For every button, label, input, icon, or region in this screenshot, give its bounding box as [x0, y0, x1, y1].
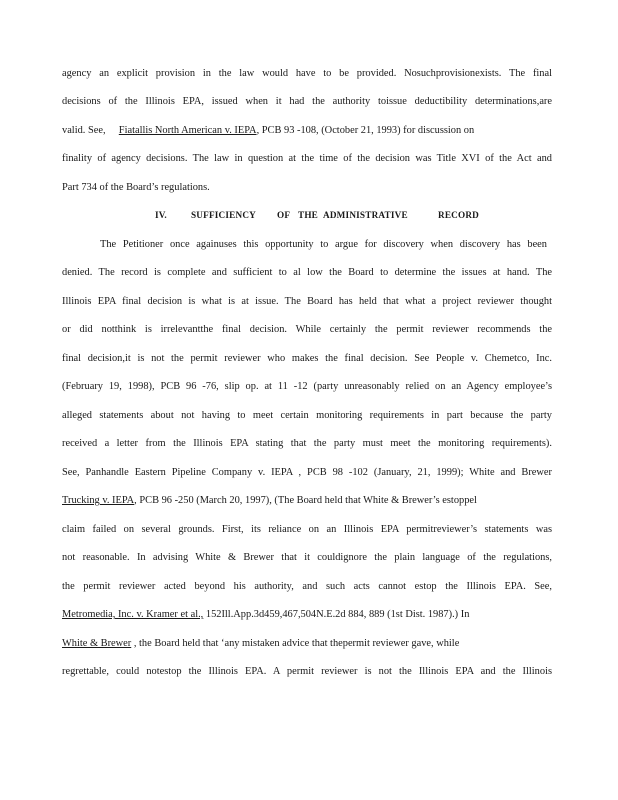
case-citation: Metromedia, Inc. v. Kramer et al., [62, 609, 204, 620]
heading-word: SUFFICIENCY [191, 210, 256, 220]
text-fragment: , the Board held that ‘any mistaken advice that thepermit reviewer gave, while [131, 638, 460, 649]
text-line: The Petitioner once againuses this opportunity to argue for discovery when discovery has been [100, 239, 547, 250]
text-line: the permit reviewer acted beyond his authority, and such acts cannot estop the Illinois EPA. See, [62, 581, 552, 592]
text-line [62, 637, 552, 651]
section-heading [62, 210, 552, 224]
text-line: not reasonable. In advising White & Brewer that it couldignore the plain language of the regulations, [62, 552, 552, 563]
text-line: See, Panhandle Eastern Pipeline Company v. IEPA , PCB 98 -102 (January, 21, 1999); White and Brewer [62, 467, 552, 478]
text-line: (February 19, 1998), PCB 96 -76, slip op. at 11 -12 (party unreasonably relied on an Agency employee’s [62, 381, 552, 392]
heading-word: ADMINISTRATIVE [323, 210, 408, 220]
text-line: alleged statements about not having to meet certain monitoring requirements in part because the party [62, 410, 552, 421]
text-fragment: , PCB 93 -108, (October 21, 1993) for discussion on [256, 125, 475, 136]
text-fragment: 152Ill.App.3d459,467,504N.E.2d 884, 889 (1st Dist. 1987).) In [203, 609, 470, 620]
text-line: agency an explicit provision in the law would have to be provided. Nosuchprovisionexists. The final [62, 68, 552, 79]
text-line: final decision,it is not the permit reviewer who makes the final decision. See People v. Chemetco, Inc. [62, 353, 552, 364]
text-line: regrettable, could notestop the Illinois EPA. A permit reviewer is not the Illinois EPA and the Illinois [62, 666, 552, 677]
case-citation: Fiatallis North American v. IEPA [118, 125, 257, 136]
text-line: received a letter from the Illinois EPA stating that the party must meet the monitoring requirements). [62, 438, 552, 449]
heading-number: IV. [155, 210, 167, 220]
text-line: Illinois EPA final decision is what is at issue. The Board has held that what a project reviewer thought [62, 296, 552, 307]
text-fragment: valid. See, [62, 125, 106, 136]
text-line: finality of agency decisions. The law in question at the time of the decision was Title XVI of the Act and [62, 153, 552, 164]
text-line: Part 734 of the Board’s regulations. [62, 182, 210, 193]
case-citation: Trucking v. IEPA [62, 495, 135, 506]
text-line: or did notthink is irrelevantthe final decision. While certainly the permit reviewer recommends the [62, 324, 552, 335]
text-line: decisions of the Illinois EPA, issued when it had the authority toissue deductibility determinations,are [62, 96, 552, 107]
heading-word: OF [277, 210, 291, 220]
text-fragment: , PCB 96 -250 (March 20, 1997), (The Board held that White & Brewer’s estoppel [134, 495, 477, 506]
text-line [62, 494, 552, 508]
heading-word: THE [298, 210, 319, 220]
case-citation: White & Brewer [62, 638, 132, 649]
text-line: denied. The record is complete and sufficient to al low the Board to determine the issues at hand. The [62, 267, 552, 278]
heading-word: RECORD [438, 210, 480, 220]
text-line [62, 124, 552, 138]
text-line: claim failed on several grounds. First, its reliance on an Illinois EPA permitreviewer’s statements was [62, 524, 552, 535]
text-line [62, 608, 552, 622]
